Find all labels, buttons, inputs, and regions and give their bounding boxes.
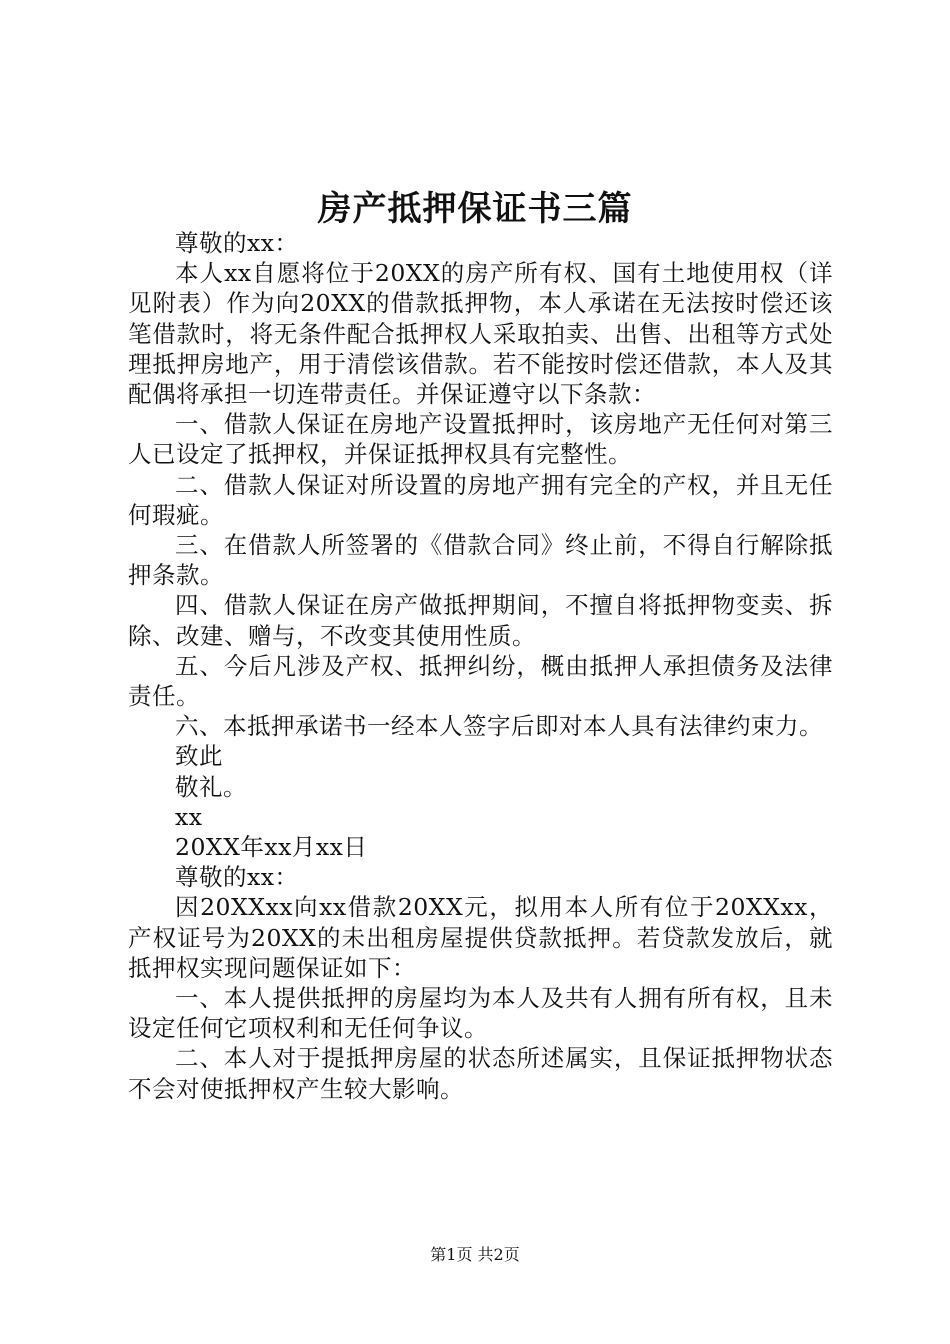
document-title: 房产抵押保证书三篇 [317, 189, 633, 229]
clause: 五、今后凡涉及产权、抵押纠纷，概由抵押人承担债务及法律责任。 [128, 651, 833, 711]
closing: 致此 [175, 742, 223, 771]
clause: 一、借款人保证在房地产设置抵押时，该房地产无任何对第三人已设定了抵押权，并保证抵押权具有完整性。 [128, 410, 833, 469]
paragraph: 本人xx自愿将位于20XX的房产所有权、国有土地使用权（详见附表）作为向20XX的借款抵押物，本人承诺在无法按时偿还该笔借款时，将无条件配合抵押权人采取拍卖、出售、出租等方式处理抵押房地产，用于清偿该借款。若不能按时偿还借款，本人及其配偶将承担一切连带责任。并保证遵守以下条款： [128, 259, 833, 409]
signature-name: xx [175, 802, 203, 831]
clause: 一、本人提供抵押的房屋均为本人及共有人拥有所有权，且未设定任何它项权利和无任何争议。 [128, 984, 833, 1043]
document-body [128, 228, 833, 1104]
salutation: 尊敬的xx： [175, 863, 299, 892]
paragraph: 因20XXxx向xx借款20XX元，拟用本人所有位于20XXxx，产权证号为20XX的未出租房屋提供贷款抵押。若贷款发放后，就抵押权实现问题保证如下： [128, 893, 833, 982]
clause: 二、借款人保证对所设置的房地产拥有完全的产权，并且无任何瑕疵。 [128, 470, 833, 529]
clause: 三、在借款人所签署的《借款合同》终止前，不得自行解除抵押条款。 [128, 531, 833, 590]
signature-date: 20XX年xx月xx日 [175, 833, 368, 862]
clause: 六、本抵押承诺书一经本人签字后即对本人具有法律约束力。 [175, 712, 823, 741]
clause: 二、本人对于提抵押房屋的状态所述属实，且保证抵押物状态不会对使抵押权产生较大影响。 [128, 1044, 833, 1103]
page-footer: 第1页 共2页 [430, 1245, 520, 1264]
closing: 敬礼。 [175, 772, 247, 801]
clause: 四、借款人保证在房产做抵押期间，不擅自将抵押物变卖、拆除、改建、赠与，不改变其使用性质。 [128, 591, 833, 650]
salutation: 尊敬的xx： [175, 229, 299, 257]
